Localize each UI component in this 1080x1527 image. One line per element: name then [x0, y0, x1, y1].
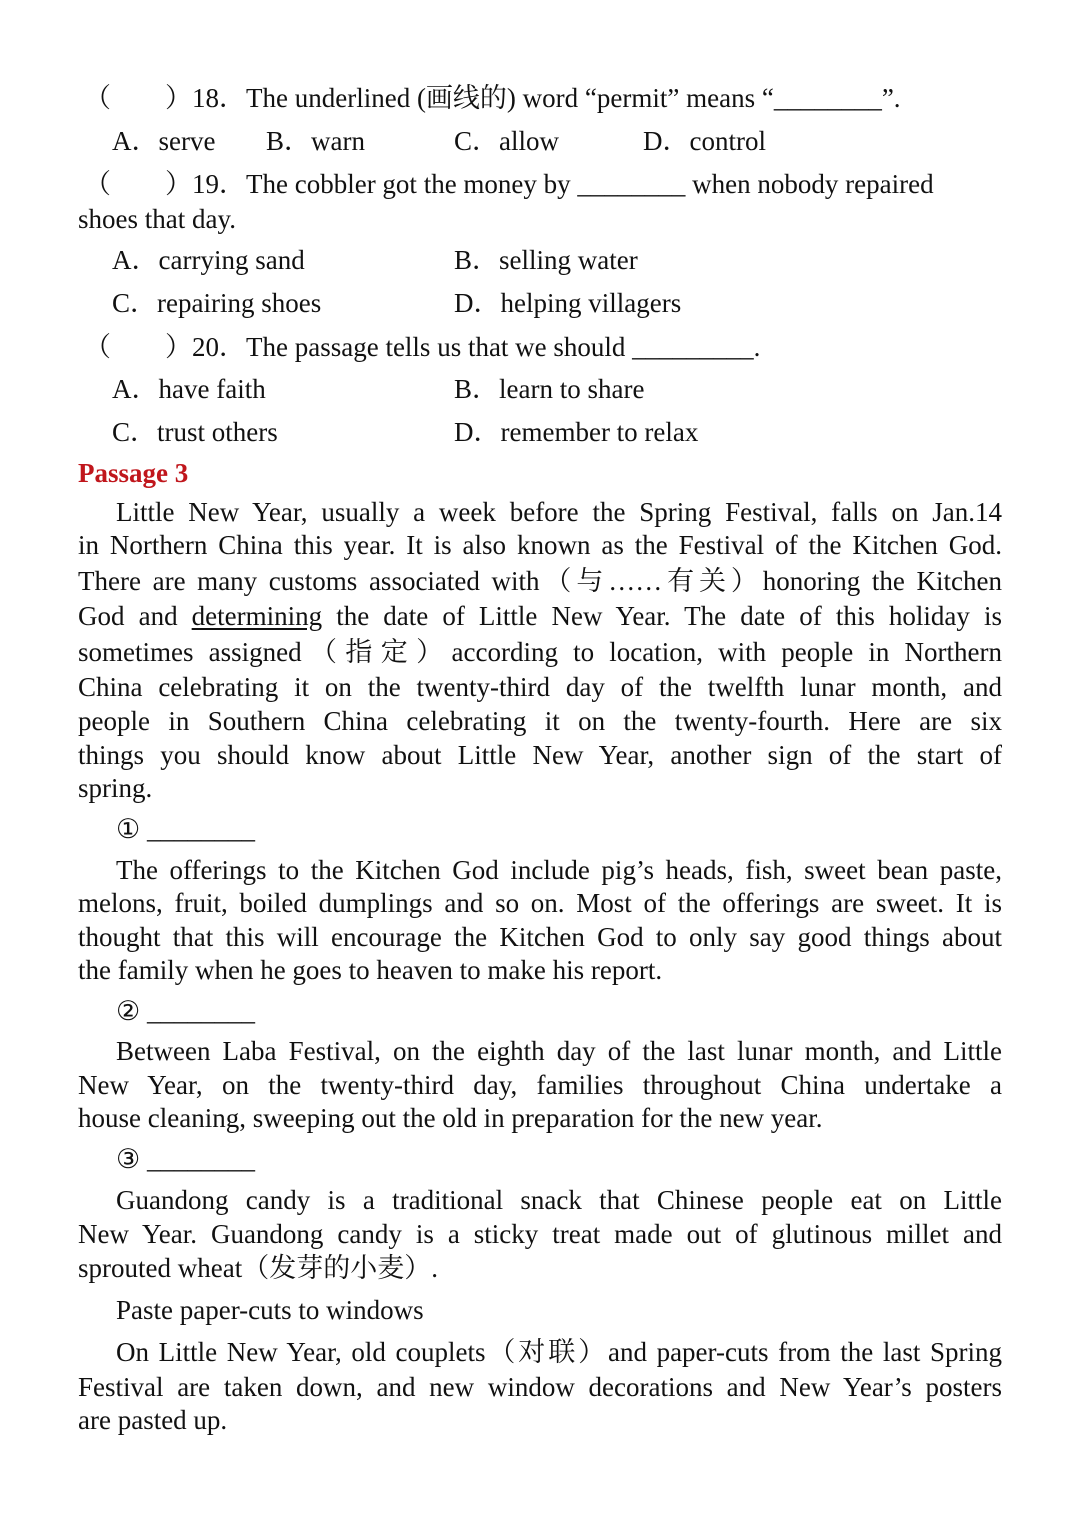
- blank-2: ② ________: [116, 996, 255, 1026]
- question-19-stem-cont: shoes that day.: [78, 204, 236, 234]
- paragraph-4-line: Guandong candy is a traditional snack that Chinese people eat on Little: [116, 1185, 1002, 1215]
- paragraph-1-line: spring.: [78, 773, 153, 803]
- paragraph-1-line: things you should know about Little New Year, another sign of the start of: [78, 740, 1002, 770]
- paragraph-2-line: melons, fruit, boiled dumplings and so on. Most of the offerings are sweet. It is: [78, 888, 1002, 918]
- paragraph-1-line: [78, 599, 1002, 633]
- q20-option-a: A．have faith: [112, 374, 266, 404]
- paragraph-1-line: people in Southern China celebrating it on the twenty-fourth. Here are six: [78, 706, 1002, 736]
- underlined-word-determining: determining: [191, 601, 323, 631]
- q18-option-b: B．warn: [266, 126, 365, 156]
- paragraph-1-text: God and: [78, 601, 192, 631]
- paragraph-5-line: Festival are taken down, and new window decorations and New Year’s posters: [78, 1372, 1002, 1402]
- paragraph-5-line: are pasted up.: [78, 1405, 228, 1435]
- q20-option-d: D．remember to relax: [454, 417, 699, 447]
- paragraph-1-line: There are many customs associated with（与……有关）honoring the Kitchen: [78, 566, 1002, 596]
- paragraph-1-line: in Northern China this year. It is also known as the Festival of the Kitchen God.: [78, 530, 1002, 560]
- paragraph-4-line: New Year. Guandong candy is a sticky treat made out of glutinous millet and: [78, 1219, 1002, 1249]
- paragraph-1-line: Little New Year, usually a week before the Spring Festival, falls on Jan.14: [116, 497, 1002, 527]
- q18-option-c: C．allow: [454, 126, 559, 156]
- q19-option-b: B．selling water: [454, 245, 638, 275]
- q19-option-c: C．repairing shoes: [112, 288, 322, 318]
- q19-option-d: D．helping villagers: [454, 288, 682, 318]
- paragraph-2-line: thought that this will encourage the Kitchen God to only say good things about: [78, 922, 1002, 952]
- paragraph-1-text: the date of Little New Year. The date of this holiday is: [322, 601, 1002, 631]
- paragraph-3-line: house cleaning, sweeping out the old in preparation for the new year.: [78, 1103, 823, 1133]
- paragraph-3-line: Between Laba Festival, on the eighth day of the last lunar month, and Little: [116, 1036, 1002, 1066]
- paragraph-4-line: sprouted wheat（发芽的小麦）.: [78, 1253, 438, 1283]
- q18-option-d: D．control: [643, 126, 766, 156]
- paragraph-1-line: sometimes assigned（指定）according to location, with people in Northern: [78, 637, 1002, 667]
- paragraph-2-line: The offerings to the Kitchen God include pig’s heads, fish, sweet bean paste,: [116, 855, 1002, 885]
- blank-3: ③ ________: [116, 1144, 255, 1174]
- q20-option-c: C．trust others: [112, 417, 278, 447]
- section-subheading: Paste paper-cuts to windows: [116, 1295, 424, 1325]
- passage-heading: Passage 3: [78, 458, 189, 488]
- question-18-stem: （ ）18．The underlined (画线的) word “permit” means “________”.: [84, 83, 901, 113]
- paragraph-1-line: China celebrating it on the twenty-third day of the twelfth lunar month, and: [78, 672, 1002, 702]
- blank-1: ① ________: [116, 814, 255, 844]
- paragraph-2-line: the family when he goes to heaven to make his report.: [78, 955, 663, 985]
- question-20-stem: （ ）20．The passage tells us that we should _________.: [84, 332, 761, 362]
- question-19-stem: （ ）19．The cobbler got the money by ________ when nobody repaired: [84, 169, 934, 199]
- q20-option-b: B．learn to share: [454, 374, 645, 404]
- q19-option-a: A．carrying sand: [112, 245, 305, 275]
- paragraph-3-line: New Year, on the twenty-third day, families throughout China undertake a: [78, 1070, 1002, 1100]
- paragraph-5-line: On Little New Year, old couplets（对联）and paper-cuts from the last Spring: [116, 1337, 1002, 1367]
- q18-option-a: A．serve: [112, 126, 216, 156]
